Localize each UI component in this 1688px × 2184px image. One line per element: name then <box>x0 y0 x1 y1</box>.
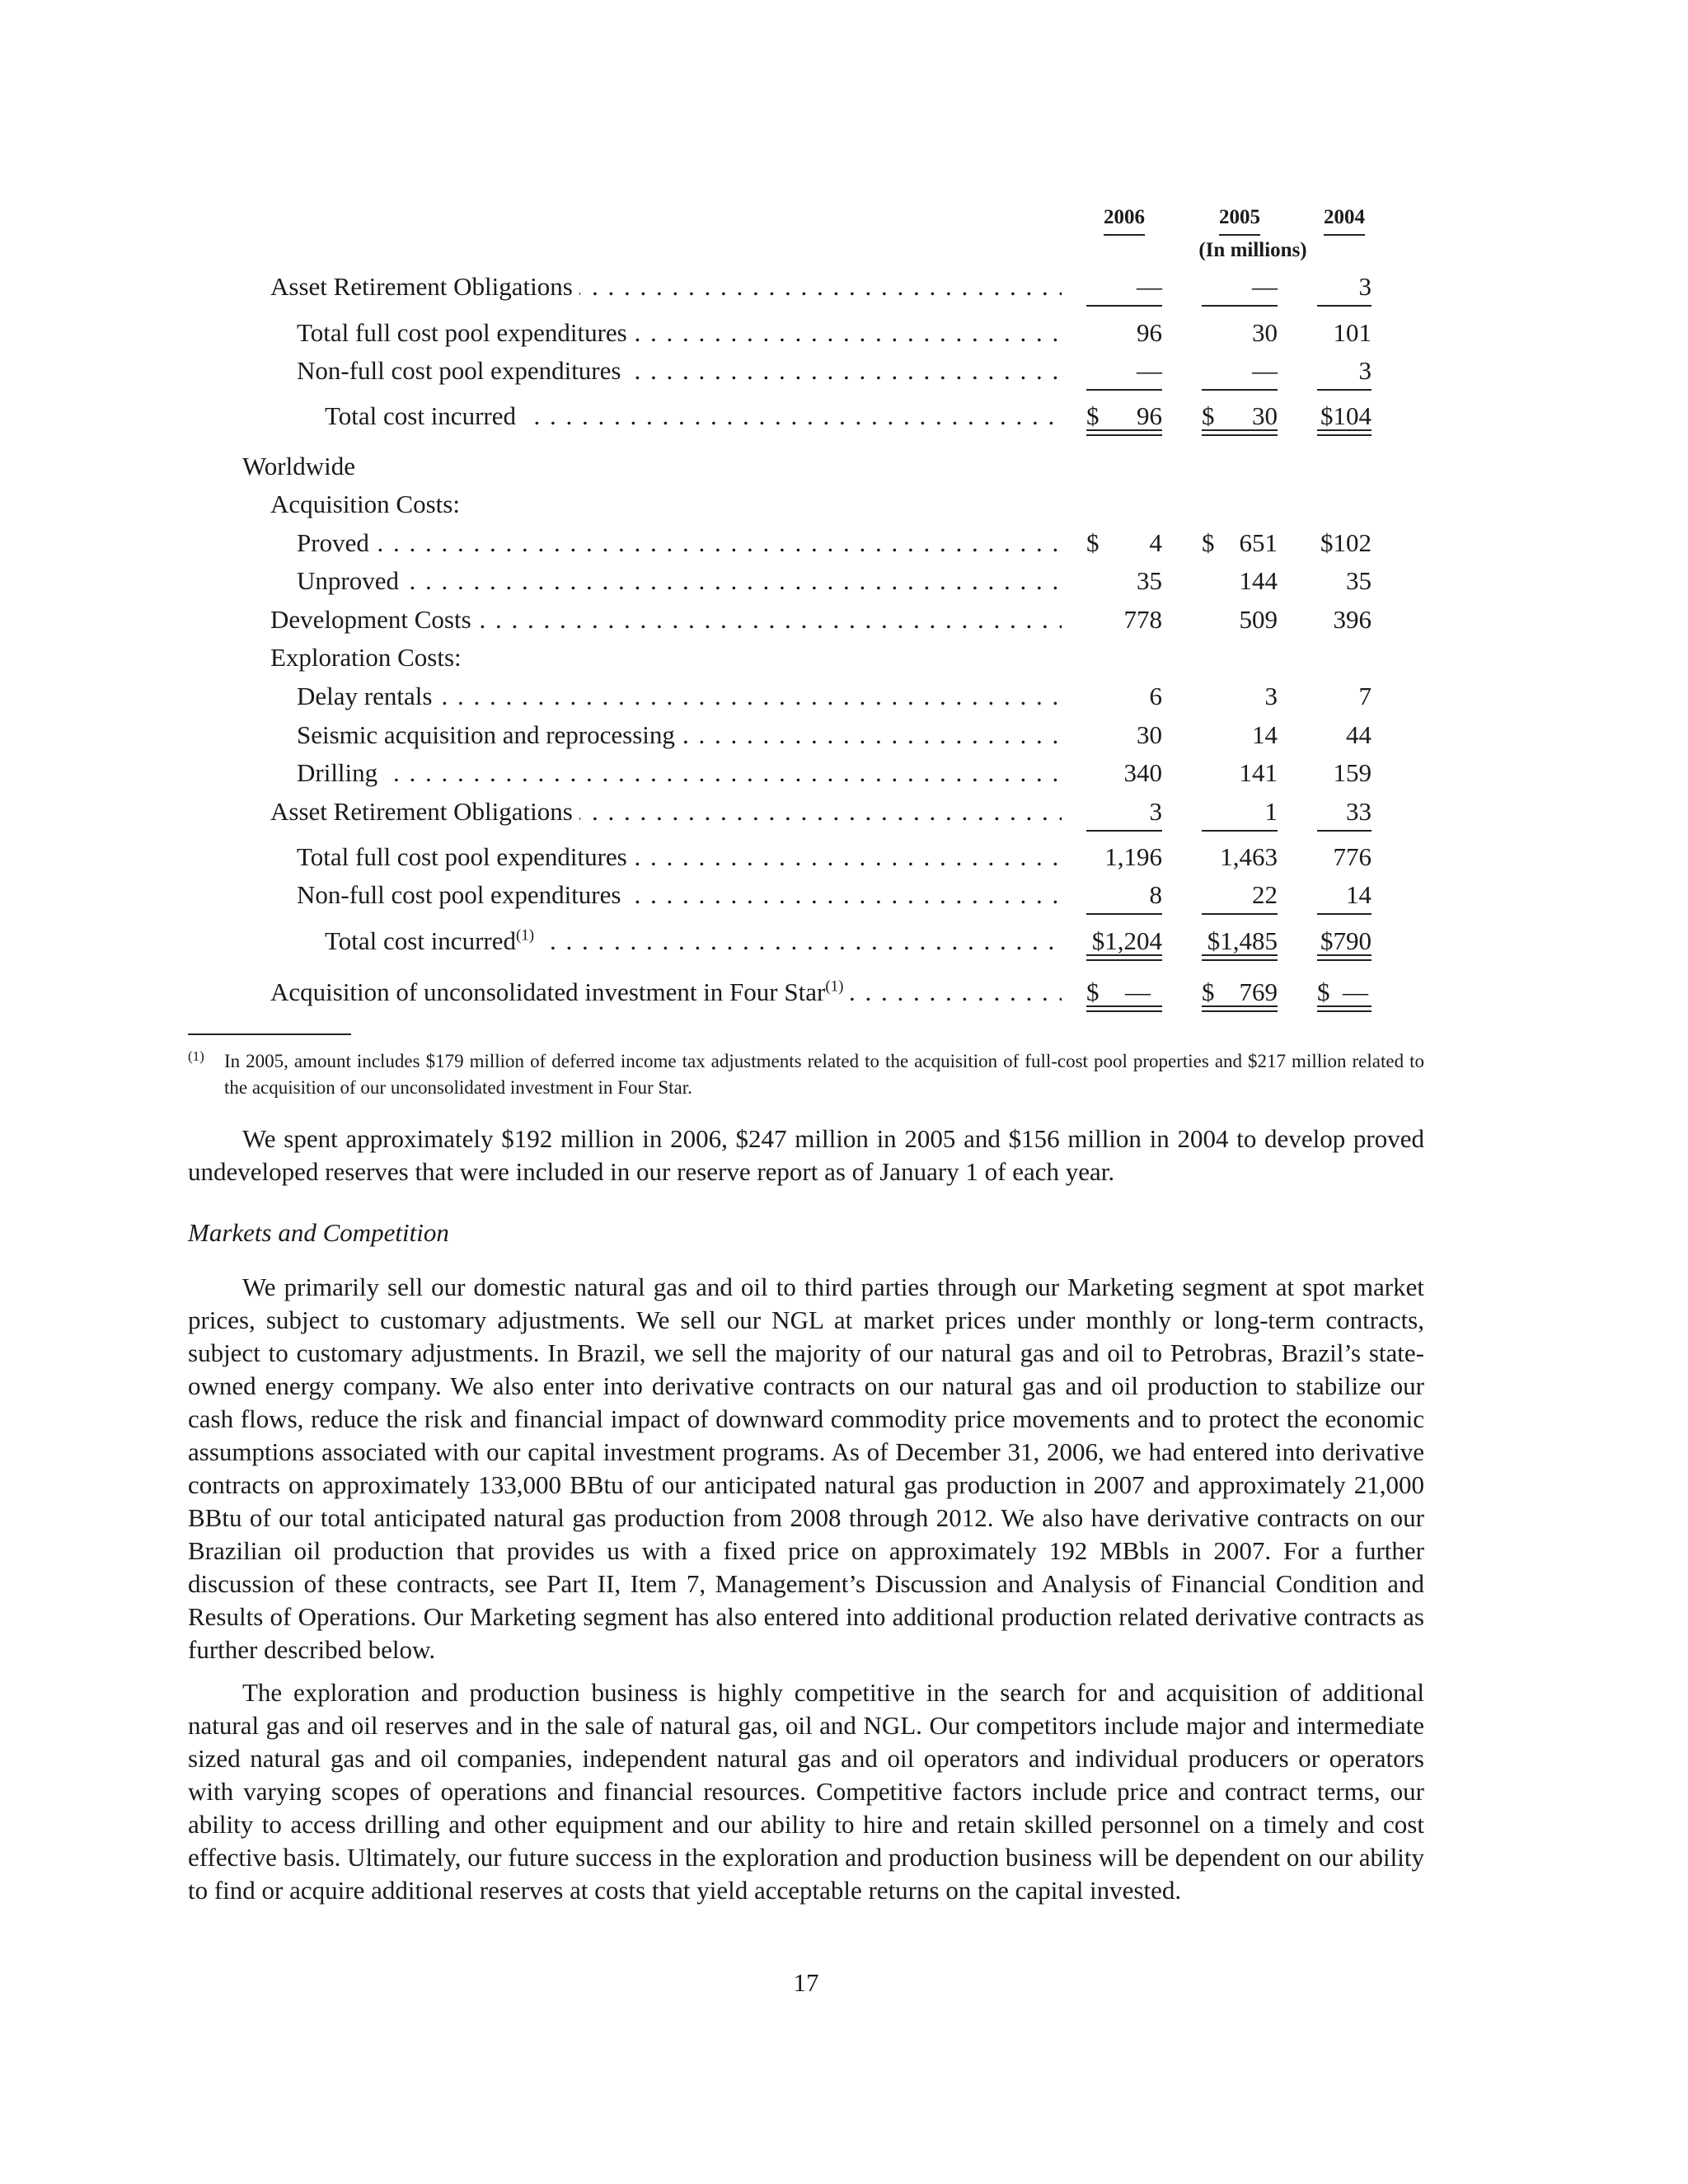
cell-2004: $102 <box>1320 528 1372 557</box>
footnote <box>188 1048 1424 1101</box>
footnote-ref: (1) <box>515 926 535 944</box>
cell-2004: 776 <box>1333 842 1372 871</box>
row-label: Seismic acquisition and reprocessing <box>297 720 682 749</box>
cell-2005: 509 <box>1239 605 1278 634</box>
cell-2006: 6 <box>1149 682 1162 710</box>
cell-2004: $790 <box>1317 925 1372 958</box>
cell-2006: $ 96 <box>1086 400 1162 433</box>
cell-2006: 778 <box>1123 605 1162 634</box>
section-heading: Markets and Competition <box>188 1218 449 1247</box>
cell-2006: 30 <box>1137 720 1162 749</box>
cell-2004: $ — <box>1317 976 1372 1009</box>
cell-2006: 3 <box>1086 795 1162 828</box>
paragraph-development-spend: We spent approximately $192 million in 2006, $247 million in 2005 and $156 million in 2004 to develop proved undeveloped reserves that were included in our reserve report as of January 1 of each year. <box>188 1124 1424 1186</box>
row-label: Total cost incurred <box>325 401 523 430</box>
cell-2006: 35 <box>1137 566 1162 595</box>
row-label: Total cost incurred <box>325 926 516 955</box>
cell-2005: 1 <box>1202 795 1278 828</box>
cell-2006: 340 <box>1123 758 1162 787</box>
cell-2005: — <box>1202 270 1278 303</box>
row-label: Non-full cost pool expenditures <box>297 356 627 385</box>
table-row <box>0 757 1688 790</box>
cell-2005: $1,485 <box>1202 925 1278 958</box>
cell-2004: 3 <box>1317 270 1372 303</box>
cell-2005: 1,463 <box>1220 842 1278 871</box>
row-label: Proved <box>297 528 376 557</box>
row-label: Acquisition of unconsolidated investment in Four Star <box>270 977 826 1006</box>
row-label: Asset Retirement Obligations <box>270 272 579 301</box>
table-row <box>0 603 1688 636</box>
table-row <box>0 527 1688 560</box>
cell-2005: $ 769 <box>1202 976 1278 1009</box>
table-section-heading: Worldwide <box>242 452 355 480</box>
column-header-2005: 2005 <box>1202 206 1278 236</box>
table-row <box>0 316 1688 349</box>
cell-2005: 22 <box>1202 879 1278 912</box>
row-label: Drilling <box>297 758 384 787</box>
cell-2005: 144 <box>1239 566 1278 595</box>
table-row <box>0 400 1688 433</box>
cell-2004: $104 <box>1317 400 1372 433</box>
table-row <box>0 270 1688 303</box>
table-row <box>0 925 1688 958</box>
table-row <box>0 719 1688 752</box>
row-label: Asset Retirement Obligations <box>270 797 579 826</box>
table-subheading: Exploration Costs: <box>270 643 462 672</box>
row-label: Development Costs <box>270 605 478 634</box>
column-header-2004: 2004 <box>1317 206 1372 236</box>
cell-2005: — <box>1202 354 1278 387</box>
cell-2006: — <box>1086 354 1162 387</box>
cell-2004: 159 <box>1333 758 1372 787</box>
table-subheading: Acquisition Costs: <box>270 490 460 518</box>
table-row <box>0 565 1688 598</box>
paragraph-competition: The exploration and production business is highly competitive in the search for and acquisition of additional natural gas and oil reserves and in the sale of natural gas, oil and NGL. Our competitors include major and intermediate sized natural gas and oil companies, independent natural gas and oil operators and individual producers or operators with varying scopes of operations and financial resources. Competitive factors include price and contract terms, our ability to access drilling and other equipment and our ability to hire and retain skilled personnel on a timely and cost effective basis. Ultimately, our future success in the exploration and production business will be dependent on our ability to find or acquire additional reserves at costs that yield acceptable returns on the capital invested. <box>188 1678 1424 1905</box>
cell-2004: 44 <box>1346 720 1372 749</box>
table-row <box>0 879 1688 912</box>
cell-2005: 14 <box>1252 720 1278 749</box>
cell-2006: $ 4 <box>1086 528 1162 557</box>
cell-2004: 33 <box>1317 795 1372 828</box>
cell-2004: 35 <box>1346 566 1372 595</box>
cell-2006: $1,204 <box>1086 925 1162 958</box>
unit-note: (In millions) <box>1198 239 1307 261</box>
cell-2004: 396 <box>1333 605 1372 634</box>
paragraph-markets: We primarily sell our domestic natural gas and oil to third parties through our Marketing segment at spot market prices, subject to customary adjustments. We sell our NGL at market prices under monthly or long-term contracts, subject to customary adjustments. In Brazil, we sell the majority of our natural gas and oil to Petrobras, Brazil’s state-owned energy company. We also enter into derivative contracts on our natural gas and oil production to stabilize our cash flows, reduce the risk and financial impact of downward commodity price movements and to protect the economic assumptions associated with our capital investment programs. As of December 31, 2006, we had entered into derivative contracts on approximately 133,000 BBtu of our anticipated natural gas production in 2007 and approximately 21,000 BBtu of our total anticipated natural gas production from 2008 through 2012. We also have derivative contracts on our Brazilian oil production that provides us with a fixed price on approximately 192 MBbls in 2007. For a further discussion of these contracts, see Part II, Item 7, Management’s Discussion and Analysis of Financial Condition and Results of Operations. Our Marketing segment has also entered into additional production related derivative contracts as further described below. <box>188 1272 1424 1664</box>
cell-2005: 3 <box>1264 682 1278 710</box>
cell-2005: $ 30 <box>1202 400 1278 433</box>
row-label: Total full cost pool expenditures <box>297 318 634 347</box>
cell-2005: 141 <box>1239 758 1278 787</box>
table-row <box>0 354 1688 387</box>
cell-2006: — <box>1086 270 1162 303</box>
column-header-2006: 2006 <box>1086 206 1162 236</box>
table-row <box>0 680 1688 713</box>
cell-2004: 101 <box>1333 318 1372 347</box>
footnote-rule <box>188 1033 351 1035</box>
row-label: Total full cost pool expenditures <box>297 842 634 871</box>
cell-2006: 8 <box>1086 879 1162 912</box>
table-row <box>0 841 1688 874</box>
cell-2004: 7 <box>1358 682 1372 710</box>
cell-2006: 1,196 <box>1104 842 1162 871</box>
cell-2006: 96 <box>1137 318 1162 347</box>
table-row <box>0 976 1688 1009</box>
footnote-marker: (1) <box>188 1048 204 1064</box>
page-number: 17 <box>793 1968 819 1997</box>
footnote-text: In 2005, amount includes $179 million of deferred income tax adjustments related to the acquisition of full-cost pool properties and $217 million related to the acquisition of our unconsolidated investment in Four Star. <box>224 1051 1424 1098</box>
row-label: Unproved <box>297 566 406 595</box>
table-row <box>0 795 1688 828</box>
row-label: Non-full cost pool expenditures <box>297 880 627 909</box>
cell-2004: 14 <box>1317 879 1372 912</box>
cell-2006: $ — <box>1086 976 1162 1009</box>
cell-2004: 3 <box>1317 354 1372 387</box>
cell-2005: $ 651 <box>1202 528 1278 557</box>
footnote-ref: (1) <box>825 977 844 996</box>
cell-2005: 30 <box>1252 318 1278 347</box>
row-label: Delay rentals <box>297 682 438 710</box>
